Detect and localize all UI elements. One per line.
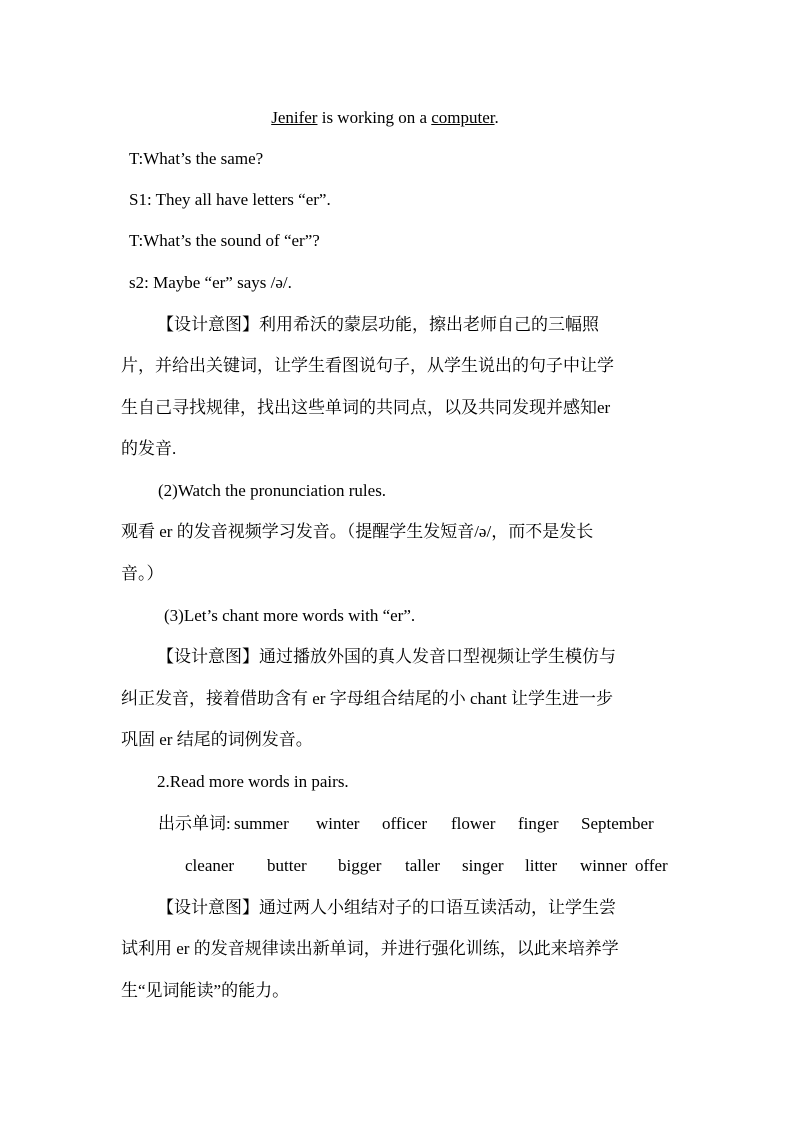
design-intent-2-line: 巩固 er 结尾的词例发音。	[121, 730, 313, 749]
design-intent-3-line: 【设计意图】通过两人小组结对子的口语互读活动，让学生尝	[157, 898, 616, 917]
word-list-row-1	[0, 813, 794, 835]
word-item: finger	[518, 814, 559, 833]
dialogue-line: S1: They all have letters “er”.	[129, 190, 331, 209]
words-label: 出示单词:	[158, 814, 231, 833]
word-item: cleaner	[185, 856, 235, 875]
step-watch-rules: (2)Watch the pronunciation rules.	[158, 481, 387, 500]
title-word-computer: computer	[431, 108, 495, 127]
word-item: taller	[405, 856, 440, 875]
dialogue-line: T:What’s the sound of “er”?	[129, 231, 320, 250]
title-end: .	[494, 108, 499, 127]
word-item: summer	[234, 814, 289, 833]
watch-video-line: 音。）	[121, 564, 164, 583]
word-item: September	[581, 814, 654, 833]
word-list-row-2	[0, 855, 794, 877]
read-in-pairs: 2.Read more words in pairs.	[157, 772, 349, 791]
word-item: butter	[267, 856, 307, 875]
design-intent-2-line: 纠正发音，接着借助含有 er 字母组合结尾的小 chant 让学生进一步	[121, 689, 614, 708]
title-name-jenifer: Jenifer	[271, 108, 318, 127]
design-intent-1-line: 片，并给出关键词，让学生看图说句子，从学生说出的句子中让学	[121, 356, 614, 375]
dialogue-line: T:What’s the same?	[129, 149, 264, 168]
word-item: flower	[451, 814, 496, 833]
design-intent-1-line: 【设计意图】利用希沃的蒙层功能，擦出老师自己的三幅照	[157, 315, 599, 334]
word-item: offer	[635, 856, 668, 875]
step-chant: (3)Let’s chant more words with “er”.	[164, 606, 416, 625]
title-middle: is working on a	[317, 108, 432, 127]
word-item: bigger	[338, 856, 382, 875]
word-item: officer	[382, 814, 427, 833]
word-item: winner	[580, 856, 628, 875]
design-intent-2-line: 【设计意图】通过播放外国的真人发音口型视频让学生模仿与	[157, 647, 616, 666]
word-item: litter	[525, 856, 558, 875]
dialogue-line: s2: Maybe “er” says /ə/.	[129, 273, 292, 292]
design-intent-1-line: 生自己寻找规律，找出这些单词的共同点，以及共同发现并感知er	[121, 398, 611, 417]
title-sentence	[0, 107, 770, 129]
design-intent-3-line: 试利用 er 的发音规律读出新单词，并进行强化训练，以此来培养学	[121, 939, 619, 958]
word-item: singer	[462, 856, 504, 875]
word-item: winter	[316, 814, 360, 833]
design-intent-1-line: 的发音.	[121, 439, 177, 458]
watch-video-line: 观看 er 的发音视频学习发音。（提醒学生发短音/ə/，而不是发长	[121, 522, 594, 541]
design-intent-3-line: 生“见词能读”的能力。	[121, 981, 290, 1000]
